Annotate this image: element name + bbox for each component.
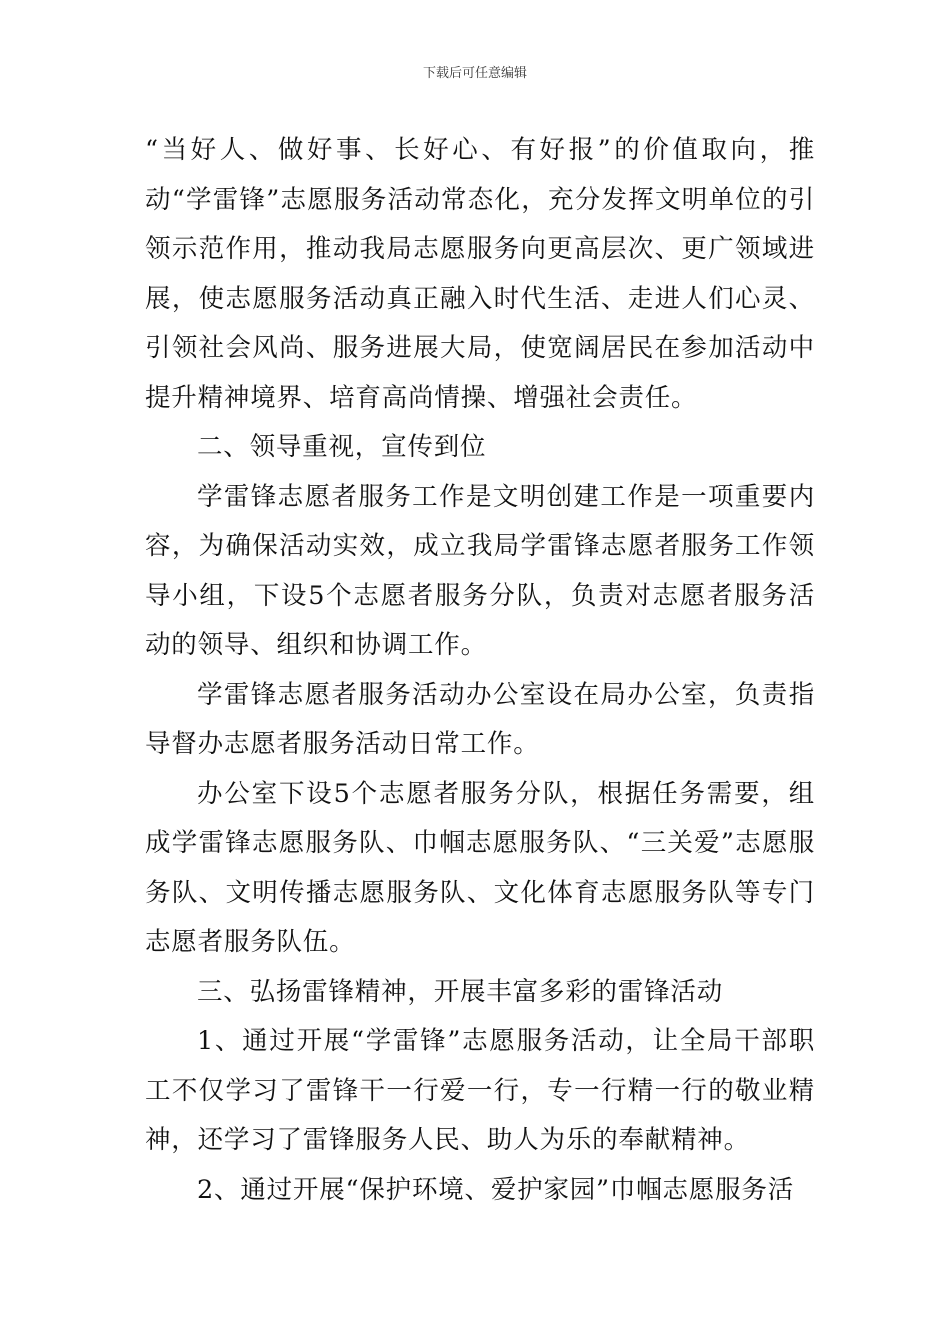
- document-body: [145, 126, 815, 1215]
- paragraph: 学雷锋志愿者服务活动办公室设在局办公室，负责指导督办志愿者服务活动日常工作。: [145, 679, 815, 759]
- section-heading-2: 二、领导重视，宣传到位: [197, 432, 487, 462]
- paragraph: 办公室下设5个志愿者服务分队，根据任务需要，组成学雷锋志愿服务队、巾帼志愿服务队、“三关爱”志愿服务队、文明传播志愿服务队、文化体育志愿服务队等专门志愿者服务队伍。: [145, 778, 815, 957]
- list-item: 2、通过开展“保护环境、爱护家园”巾帼志愿服务活: [197, 1174, 794, 1205]
- paragraph-continuation: “当好人、做好事、长好心、有好报”的价值取向，推动“学雷锋”志愿服务活动常态化，充分发挥文明单位的引领示范作用，推动我局志愿服务向更高层次、更广领域进展，使志愿服务活动真正融入时代生活、走进人们心灵、引领社会风尚、服务进展大局，使宽阔居民在参加活动中提升精神境界、培育高尚情操、增强社会责任。: [145, 135, 815, 413]
- paragraph: 学雷锋志愿者服务工作是文明创建工作是一项重要内容，为确保活动实效，成立我局学雷锋志愿者服务工作领导小组，下设5个志愿者服务分队，负责对志愿者服务活动的领导、组织和协调工作。: [145, 481, 815, 660]
- page-header: 下载后可任意编辑: [422, 66, 527, 81]
- list-item: 1、通过开展“学雷锋”志愿服务活动，让全局干部职工不仅学习了雷锋干一行爱一行，专一行精一行的敬业精神，还学习了雷锋服务人民、助人为乐的奉献精神。: [145, 1026, 815, 1155]
- section-heading-3: 三、弘扬雷锋精神，开展丰富多彩的雷锋活动: [197, 976, 724, 1007]
